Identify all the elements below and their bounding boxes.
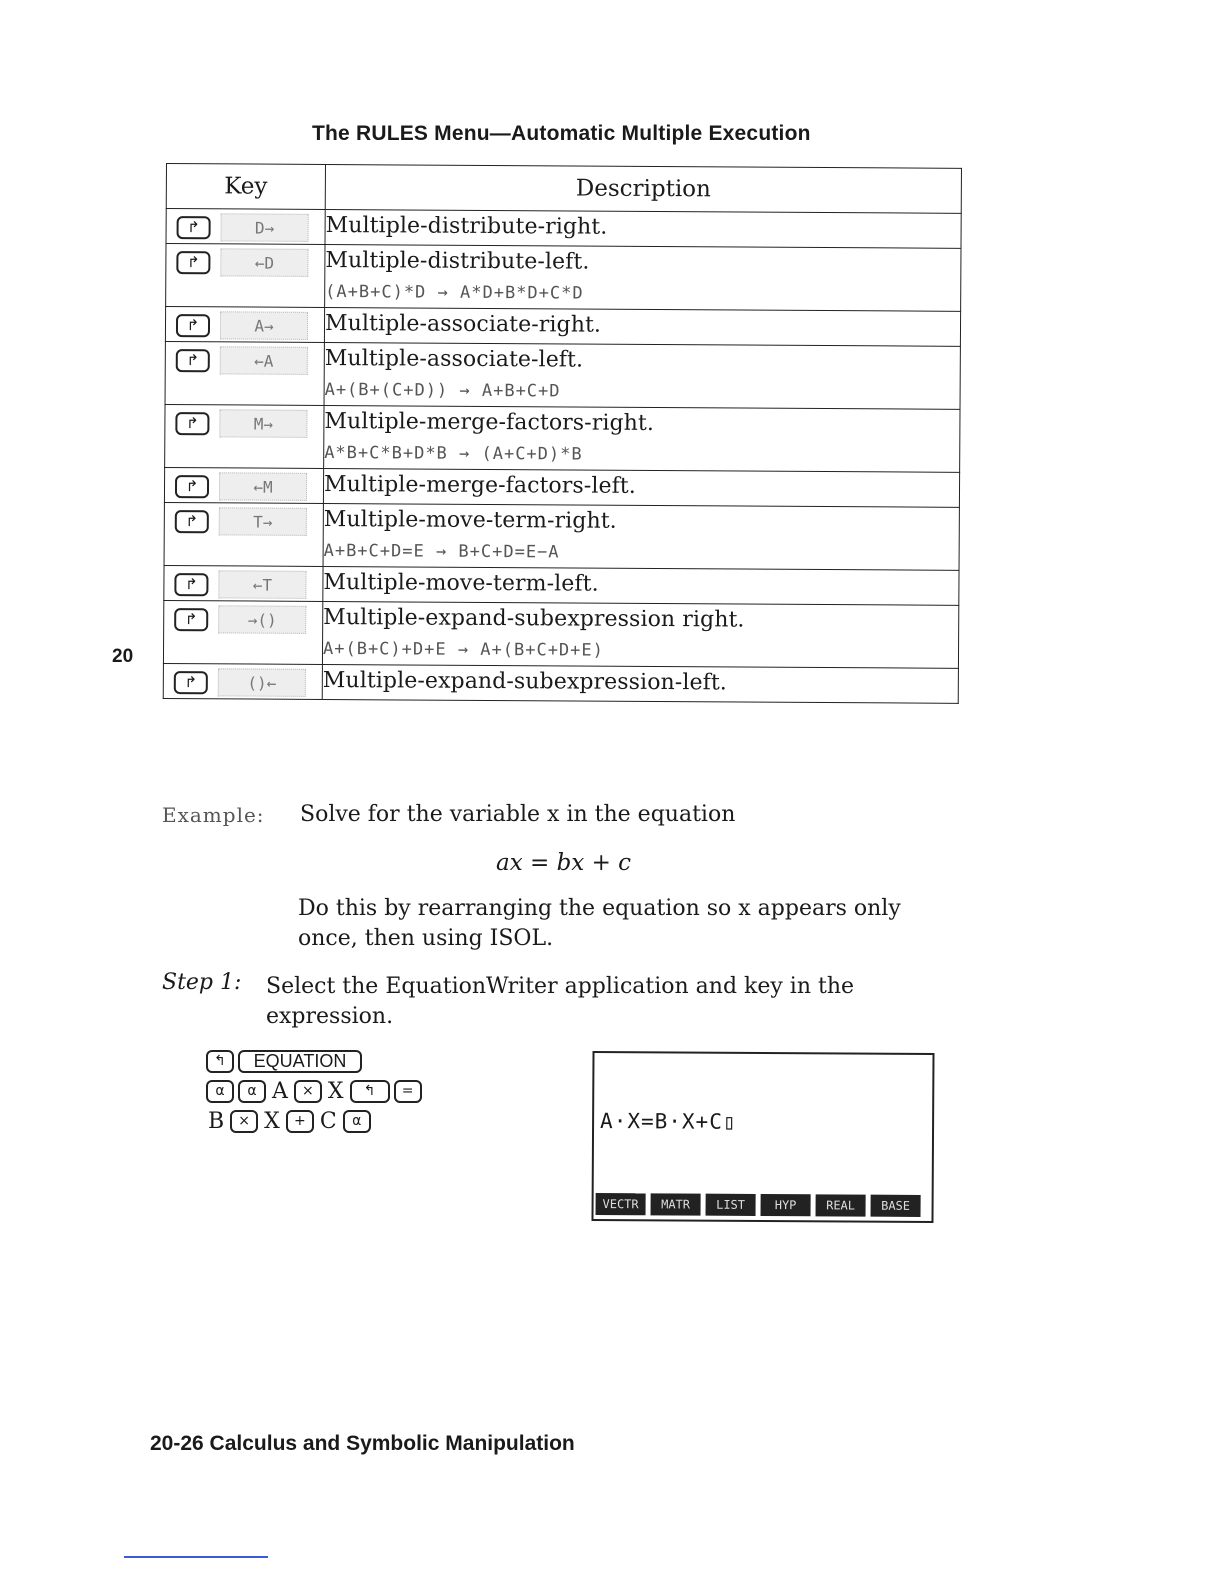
right-shift-key-icon: ↱ (176, 314, 210, 337)
rules-table (163, 163, 962, 704)
key-column-header: Key (166, 164, 325, 210)
description-cell (323, 503, 959, 570)
key-cell (164, 565, 323, 601)
menu-softkey: ←D (220, 248, 308, 277)
table-row (163, 663, 958, 703)
keystroke-row-2 (206, 1076, 426, 1106)
alpha-key: α (238, 1080, 266, 1103)
plus-key: + (286, 1110, 314, 1133)
key-cell (166, 209, 325, 245)
step-label: Step 1: (162, 970, 242, 995)
keystroke-row-3 (206, 1106, 426, 1136)
key-combo (167, 209, 325, 242)
key-letter-c: C (319, 1108, 337, 1134)
example-expression: (A+B+C)*D → A*D+B*D+C*D (325, 281, 584, 304)
screen-menu-bar (596, 1193, 926, 1217)
screen-expression: A·X=B·X+C▯ (600, 1109, 737, 1134)
example-expression: A+(B+C)+D+E → A+(B+C+D+E) (322, 638, 604, 661)
right-shift-key-icon: ↱ (175, 475, 209, 498)
description-cell (323, 468, 959, 507)
right-shift-key-icon: ↱ (176, 251, 210, 274)
footer-rule (124, 1556, 268, 1558)
key-combo (165, 503, 323, 536)
description-text: Multiple-expand-subexpression right. (323, 604, 745, 633)
left-shift-key-icon: ↰ (350, 1080, 390, 1103)
key-cell (166, 244, 325, 308)
menu-softkey: ←A (220, 346, 308, 375)
key-letter-a: A (272, 1078, 288, 1104)
example-label: Example: (162, 803, 265, 827)
screen-menu-key: BASE (871, 1195, 921, 1217)
description-text: Multiple-merge-factors-right. (324, 408, 655, 436)
keystroke-sequence (206, 1046, 426, 1136)
table-header-row (166, 164, 961, 214)
key-cell (165, 307, 324, 343)
key-combo (164, 601, 322, 634)
description-text: Multiple-associate-right. (324, 310, 602, 338)
description-text: Multiple-merge-factors-left. (323, 471, 636, 499)
right-shift-key-icon: ↱ (175, 510, 209, 533)
page-footer: 20-26 Calculus and Symbolic Manipulation (150, 1432, 575, 1455)
right-shift-key-icon: ↱ (174, 573, 208, 596)
description-cell (324, 342, 960, 409)
description-cell (322, 601, 958, 668)
description-text: Multiple-distribute-left. (325, 247, 590, 275)
screen-menu-key: MATR (651, 1193, 701, 1215)
description-text: Multiple-move-term-right. (323, 506, 617, 534)
screen-menu-key: HYP (761, 1194, 811, 1216)
equation: ax = bx + c (496, 850, 632, 876)
description-text: Multiple-move-term-left. (323, 569, 599, 597)
alpha-key: α (206, 1080, 234, 1103)
screen-menu-key: LIST (706, 1194, 756, 1216)
right-shift-key-icon: ↱ (177, 216, 211, 239)
menu-softkey: D→ (221, 213, 309, 242)
screen-menu-key: VECTR (596, 1193, 646, 1215)
description-cell (323, 566, 959, 605)
key-letter-x: X (264, 1108, 280, 1134)
example-expression: A*B+C*B+D*B → (A+C+D)*B (324, 442, 583, 465)
rules-table-body (163, 209, 961, 704)
table-title: The RULES Menu—Automatic Multiple Execution (312, 122, 811, 145)
menu-softkey: →() (218, 605, 306, 634)
description-cell (325, 209, 961, 248)
screen-menu-key: REAL (816, 1194, 866, 1216)
left-shift-key-icon: ↰ (206, 1050, 234, 1073)
table-row (165, 404, 960, 472)
times-key: × (230, 1110, 258, 1133)
key-cell (165, 341, 324, 405)
menu-softkey: ←T (218, 570, 306, 599)
key-combo (166, 342, 324, 375)
step-text: Select the EquationWriter application and key in the expression. (266, 974, 855, 1029)
key-combo (164, 664, 322, 697)
key-cell (165, 404, 324, 468)
table-row (164, 565, 959, 605)
menu-softkey: ()← (218, 668, 306, 697)
example-expression: A+(B+(C+D)) → A+B+C+D (324, 379, 561, 402)
example-expression: A+B+C+D=E → B+C+D=E−A (323, 540, 560, 563)
description-column-header: Description (325, 164, 961, 213)
table-row (164, 502, 959, 570)
right-shift-key-icon: ↱ (175, 412, 209, 435)
key-combo (164, 566, 322, 599)
table-row (165, 307, 960, 347)
rearrange-text: Do this by rearranging the equation so x appears only once, then using ISOL. (298, 896, 901, 951)
equation-key: EQUATION (238, 1050, 362, 1073)
key-combo (165, 405, 323, 438)
table-row (163, 600, 958, 668)
menu-softkey: M→ (219, 409, 307, 438)
right-shift-key-icon: ↱ (174, 608, 208, 631)
menu-softkey: T→ (219, 507, 307, 536)
key-combo (166, 244, 324, 277)
alpha-key: α (343, 1110, 371, 1133)
description-cell (322, 664, 958, 703)
description-cell (324, 307, 960, 346)
times-key: × (294, 1080, 322, 1103)
table-row (164, 467, 959, 507)
right-shift-key-icon: ↱ (176, 349, 210, 372)
table-row (165, 341, 960, 409)
key-cell (164, 502, 323, 566)
table-row (166, 244, 961, 312)
table-row (166, 209, 961, 249)
menu-softkey: A→ (220, 311, 308, 340)
menu-softkey: ←M (219, 472, 307, 501)
key-letter-x: X (327, 1078, 344, 1104)
description-cell (325, 244, 961, 311)
key-cell (163, 663, 322, 699)
description-text: Multiple-associate-left. (324, 345, 584, 373)
example-text: Solve for the variable x in the equation (300, 802, 736, 827)
side-chapter-mark: 20 (112, 646, 134, 667)
description-cell (324, 405, 960, 472)
key-cell (164, 467, 323, 503)
right-shift-key-icon: ↱ (174, 671, 208, 694)
equals-key: = (394, 1080, 422, 1103)
key-cell (163, 600, 322, 664)
key-letter-b: B (208, 1108, 225, 1134)
keystroke-row-1 (206, 1046, 426, 1076)
description-text: Multiple-expand-subexpression-left. (322, 667, 727, 696)
description-text: Multiple-distribute-right. (325, 212, 608, 240)
key-combo (165, 468, 323, 501)
calculator-screen (591, 1051, 934, 1223)
key-combo (166, 307, 324, 340)
